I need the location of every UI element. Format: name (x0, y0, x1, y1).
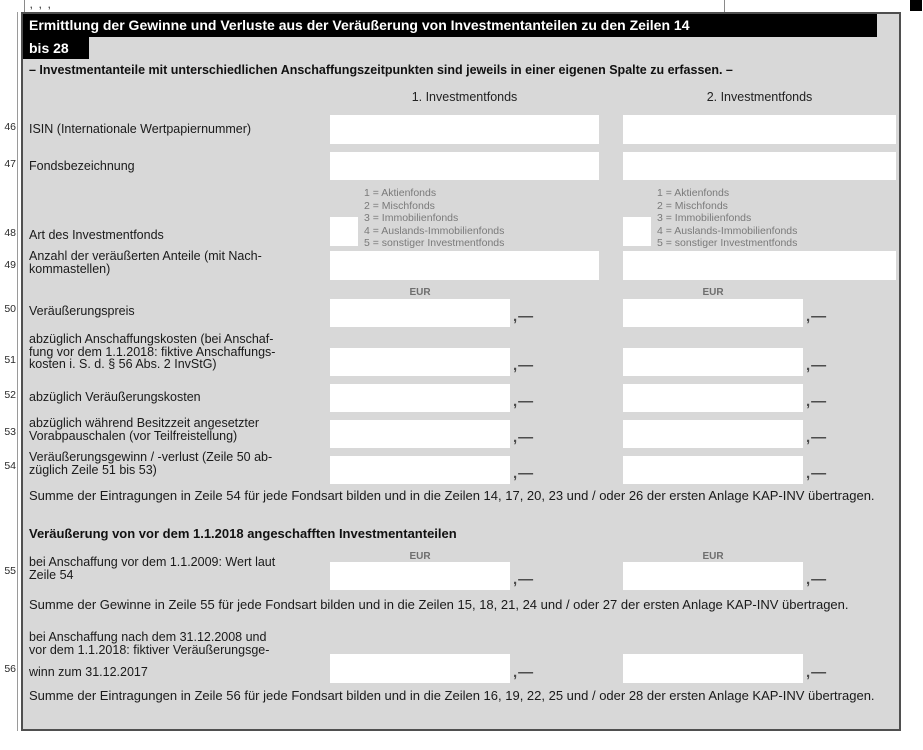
form-section-box (21, 12, 901, 731)
fund-type-legend-fund2 (657, 187, 797, 250)
label-gain-loss: Veräußerungsgewinn / -verlust (Zeile 50 ab- züglich Zeile 51 bis 53) (29, 450, 273, 477)
currency-header-fund2: EUR (702, 551, 724, 562)
label-fictitious-gain-line3: winn zum 31.12.2017 (29, 665, 148, 679)
sale-costs-input-fund1[interactable] (330, 384, 510, 412)
shares-sold-input-fund2[interactable] (623, 251, 896, 280)
decimal-suffix: ,— (806, 429, 828, 446)
label-acquisition-costs: abzüglich Anschaffungskosten (bei Anschaf- fung vor dem 1.1.2018: fiktive Anschaffungs- kosten i. S. d. § 56 Abs. 2 InvStG) (29, 332, 276, 372)
decimal-suffix: ,— (806, 571, 828, 588)
decimal-suffix: ,— (513, 393, 535, 410)
column-header-fund1: 1. Investmentfonds (411, 90, 518, 104)
note-line-55: Summe der Gewinne in Zeile 55 für jede Fondsart bilden und in die Zeilen 15, 18, 21, 24 und / oder 27 der ersten Anlage KAP-INV übertragen. (29, 597, 849, 612)
decimal-suffix: ,— (806, 308, 828, 325)
decimal-suffix: ,— (806, 664, 828, 681)
line-number-56: 56 (4, 663, 16, 675)
line-number-55: 55 (4, 565, 16, 577)
section-title-line2: bis 28 (23, 37, 89, 59)
acquisition-costs-input-fund1[interactable] (330, 348, 510, 376)
subsection-header: Veräußerung von vor dem 1.1.2018 angeschafften Investmentanteilen (29, 526, 457, 541)
decimal-suffix: ,— (513, 465, 535, 482)
label-shares-sold: Anzahl der veräußerten Anteile (mit Nach- kommastellen) (29, 249, 262, 276)
label-advance-lump-sums: abzüglich während Besitzzeit angesetzter Vorabpauschalen (vor Teilfreistellung) (29, 416, 259, 443)
label-fund-name: Fondsbezeichnung (29, 159, 135, 173)
legend-item: 4 = Auslands-Immobilienfonds (364, 224, 505, 237)
decimal-suffix: ,— (806, 357, 828, 374)
value-before-2009-input-fund2[interactable] (623, 562, 803, 590)
fund-type-input-fund2[interactable] (623, 217, 651, 246)
legend-item: 2 = Mischfonds (364, 199, 435, 212)
legend-item: 2 = Mischfonds (657, 199, 728, 212)
fund-name-input-fund1[interactable] (330, 152, 599, 180)
section-title-line1: Ermittlung der Gewinne und Verluste aus der Veräußerung von Investmentanteilen zu den Zeilen 14 (23, 14, 877, 37)
fund-type-legend-fund1 (364, 187, 504, 250)
legend-item: 3 = Immobilienfonds (657, 212, 752, 224)
line-number-49: 49 (4, 259, 16, 271)
label-sale-costs: abzüglich Veräußerungskosten (29, 390, 201, 404)
label-value-before-2009: bei Anschaffung vor dem 1.1.2009: Wert laut Zeile 54 (29, 555, 276, 582)
currency-header-fund1: EUR (409, 287, 431, 298)
form-outer-left-rule (17, 12, 18, 731)
sale-price-input-fund1[interactable] (330, 299, 510, 327)
decimal-remnant-marks: , , , (30, 0, 53, 10)
gain-loss-input-fund2[interactable] (623, 456, 803, 484)
acquisition-costs-input-fund2[interactable] (623, 348, 803, 376)
label-fund-type: Art des Investmentfonds (29, 228, 164, 242)
isin-input-fund1[interactable] (330, 115, 599, 144)
value-before-2009-input-fund1[interactable] (330, 562, 510, 590)
currency-header-fund1: EUR (409, 551, 431, 562)
fund-name-input-fund2[interactable] (623, 152, 896, 180)
note-line-54: Summe der Eintragungen in Zeile 54 für jede Fondsart bilden und in die Zeilen 14, 17, 20, 23 und / oder 26 der ersten Anlage KAP-INV übertragen. (29, 488, 875, 503)
line-number-52: 52 (4, 389, 16, 401)
legend-item: 4 = Auslands-Immobilienfonds (657, 224, 798, 237)
section-subtitle: – Investmentanteile mit unterschiedlichen Anschaffungszeitpunkten sind jeweils in einer eigenen Spalte zu erfassen. – (29, 63, 733, 77)
line-number-48: 48 (4, 227, 16, 239)
shares-sold-input-fund1[interactable] (330, 251, 599, 280)
isin-input-fund2[interactable] (623, 115, 896, 144)
decimal-suffix: ,— (806, 465, 828, 482)
decimal-suffix: ,— (513, 429, 535, 446)
sale-costs-input-fund2[interactable] (623, 384, 803, 412)
decimal-suffix: ,— (513, 664, 535, 681)
fund-type-input-fund1[interactable] (330, 217, 358, 246)
gain-loss-input-fund1[interactable] (330, 456, 510, 484)
legend-item: 3 = Immobilienfonds (364, 212, 459, 224)
advance-lump-sums-input-fund1[interactable] (330, 420, 510, 448)
legend-item: 5 = sonstiger Investmentfonds (364, 237, 505, 249)
line-number-50: 50 (4, 303, 16, 315)
line-number-47: 47 (4, 158, 16, 170)
line-number-53: 53 (4, 426, 16, 438)
advance-lump-sums-input-fund2[interactable] (623, 420, 803, 448)
line-number-51: 51 (4, 354, 16, 366)
fictitious-gain-input-fund2[interactable] (623, 654, 803, 683)
decimal-suffix: ,— (513, 357, 535, 374)
line-number-46: 46 (4, 121, 16, 133)
legend-item: 1 = Aktienfonds (364, 187, 437, 199)
currency-header-fund2: EUR (702, 287, 724, 298)
label-fictitious-gain: bei Anschaffung nach dem 31.12.2008 und vor dem 1.1.2018: fiktiver Veräußerungsge- (29, 630, 270, 657)
fold-mark (910, 0, 922, 11)
decimal-suffix: ,— (806, 393, 828, 410)
decimal-suffix: ,— (513, 308, 535, 325)
label-isin: ISIN (Internationale Wertpapiernummer) (29, 122, 252, 136)
fictitious-gain-input-fund1[interactable] (330, 654, 510, 683)
decimal-suffix: ,— (513, 571, 535, 588)
column-header-fund2: 2. Investmentfonds (706, 90, 813, 104)
label-sale-price: Veräußerungspreis (29, 304, 135, 318)
legend-item: 5 = sonstiger Investmentfonds (657, 237, 798, 249)
line-number-54: 54 (4, 460, 16, 472)
note-line-56: Summe der Eintragungen in Zeile 56 für jede Fondsart bilden und in die Zeilen 16, 19, 22, 25 und / oder 28 der ersten Anlage KAP-INV übertragen. (29, 688, 875, 703)
sale-price-input-fund2[interactable] (623, 299, 803, 327)
legend-item: 1 = Aktienfonds (657, 187, 730, 199)
